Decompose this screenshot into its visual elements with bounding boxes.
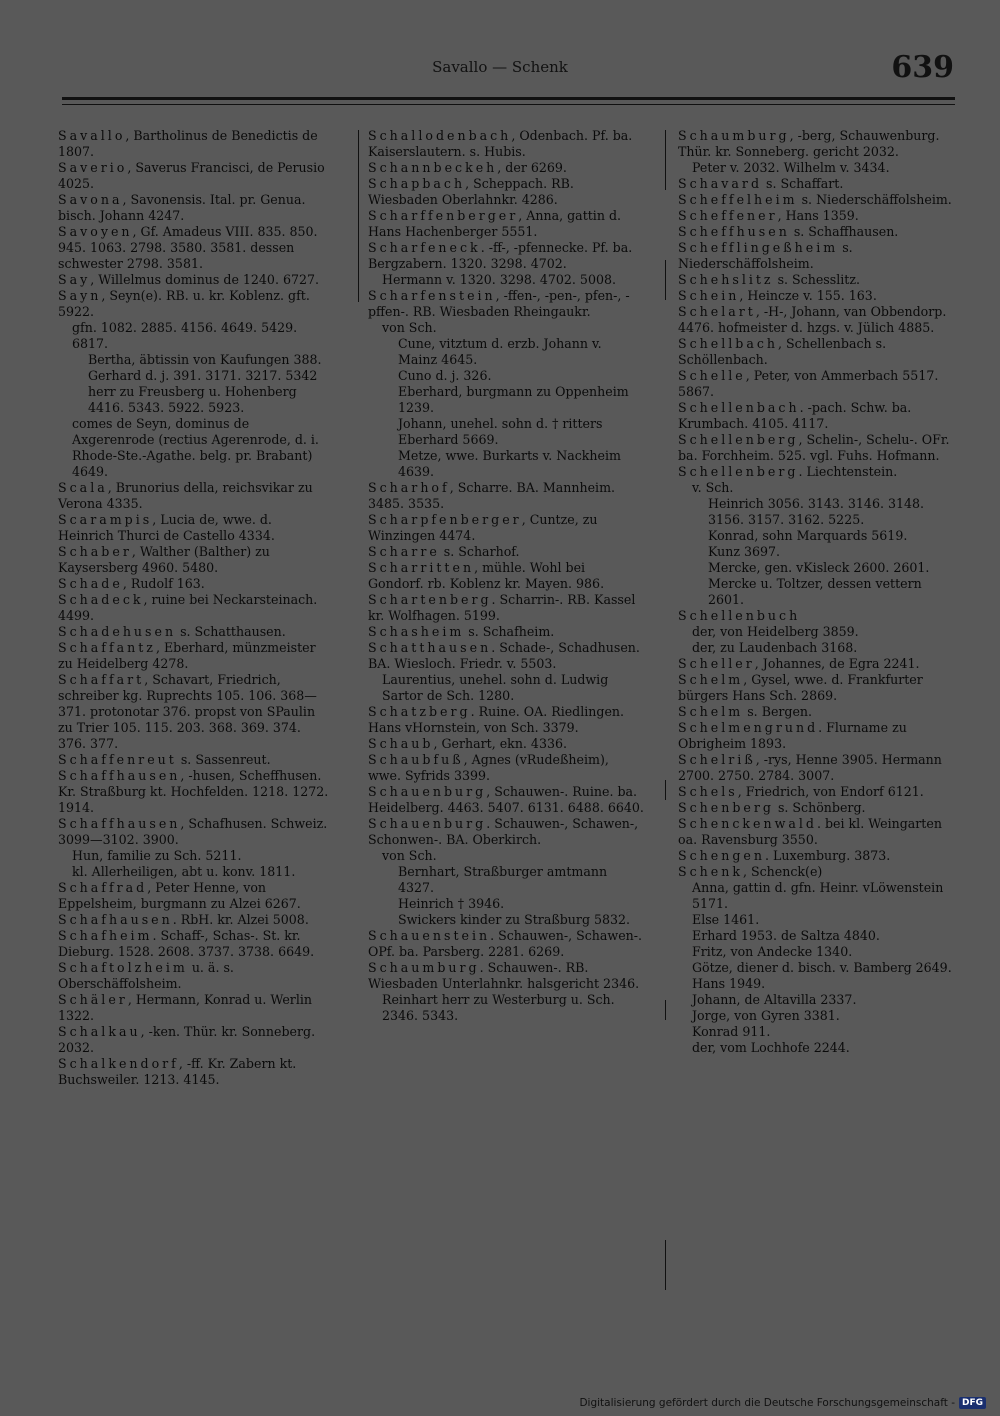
index-entry — [58, 912, 330, 928]
index-entry — [58, 768, 333, 816]
entry-text: Jorge, von Gyren 3381. — [692, 1008, 840, 1023]
index-entry — [678, 608, 954, 624]
entry-text: Metze, wwe. Burkarts v. Nackheim 4639. — [398, 448, 625, 479]
entry-text: . Liechtenstein. — [798, 464, 898, 479]
entry-text: , Walther (Balther) zu Kaysersberg 4960. 5480. — [58, 544, 274, 575]
entry-text: Laurentius, unehel. sohn d. Ludwig Sartor de Sch. 1280. — [382, 672, 613, 703]
entry-headword: Scheffhusen — [678, 224, 790, 239]
entry-text: , Brunorius della, reichsvikar zu Verona 4335. — [58, 480, 317, 511]
index-entry — [678, 672, 954, 704]
entry-text: kl. Allerheiligen, abt u. konv. 1811. — [72, 864, 296, 879]
index-entry — [58, 288, 330, 320]
index-entry — [368, 560, 644, 592]
dfg-logo: DFG — [959, 1397, 986, 1409]
entry-text: , Schellenbach s. Schöllenbach. — [678, 336, 891, 367]
index-entry — [368, 736, 644, 752]
entry-text: Gerhard d. j. 391. 3171. 3217. 5342 herr zu Freusberg u. Hohenberg 4416. 5343. 5922. 5923. — [88, 368, 322, 415]
entry-text: Cune, vitztum d. erzb. Johann v. Mainz 4645. — [398, 336, 606, 367]
entry-headword: Schelart — [678, 304, 756, 319]
index-entry — [58, 672, 330, 752]
entry-headword: Schelriß — [678, 752, 756, 767]
entry-text: , Schauwen-. Ruine. ba. Heidelberg. 4463. 5407. 6131. 6488. 6640. — [368, 784, 644, 815]
entry-text: Heinrich † 3946. — [398, 896, 505, 911]
entry-headword: Schaffart — [58, 672, 145, 687]
index-entry — [58, 576, 330, 592]
index-entry — [678, 576, 954, 608]
entry-text: s. Schesslitz. — [773, 272, 860, 287]
entry-text: , Peter Henne, von Eppelsheim, burgmann zu Alzei 6267. — [58, 880, 301, 911]
index-entry — [678, 480, 954, 496]
index-entry — [368, 752, 644, 784]
entry-text: , Schenck(e) — [743, 864, 823, 879]
index-entry — [678, 864, 954, 880]
index-entry — [678, 528, 954, 544]
entry-text: s. Niederschäffolsheim. — [797, 192, 952, 207]
entry-headword: Scharfenstein — [368, 288, 496, 303]
entry-text: . Scharrin-. RB. Kassel kr. Wolfhagen. 5199. — [368, 592, 640, 623]
index-entry — [678, 816, 954, 848]
index-entry — [58, 1024, 330, 1056]
entry-text: , -rys, Henne 3905. Hermann 2700. 2750. 2784. 3007. — [678, 752, 946, 783]
entry-headword: Schauenstein — [368, 928, 491, 943]
index-entry — [678, 224, 954, 240]
running-header: Savallo — Schenk — [432, 58, 568, 76]
entry-headword: Schellenberg — [678, 464, 799, 479]
column-divider — [358, 130, 359, 302]
entry-text: , Odenbach. Pf. ba. Kaiserslautern. s. Hubis. — [368, 128, 637, 159]
entry-headword: Schellenbach — [678, 400, 800, 415]
entry-headword: Schallodenbach — [368, 128, 512, 143]
index-entry — [368, 448, 644, 480]
entry-text: , Heincze v. 155. 163. — [739, 288, 877, 303]
index-entry — [368, 912, 644, 928]
entry-text: comes de Seyn, dominus de Axgerenrode (rectius Agerenrode, d. i. Rhode-Ste.-Agathe. belg. pr. Brabant) 4649. — [72, 416, 323, 479]
index-entry — [368, 336, 644, 368]
entry-text: Johann, de Altavilla 2337. — [692, 992, 857, 1007]
index-entry — [368, 960, 644, 992]
entry-text: . Schauwen-, Schawen-. OPf. ba. Parsberg. 2281. 6269. — [368, 928, 647, 959]
entry-headword: Sayn — [58, 288, 102, 303]
entry-text: Swickers kinder zu Straßburg 5832. — [398, 912, 631, 927]
entry-text: Anna, gattin d. gfn. Heinr. vLöwenstein 5171. — [692, 880, 948, 911]
index-entry — [368, 784, 644, 816]
entry-text: , Schelin-, Schelu-. OFr. ba. Forchheim. 525. vgl. Fuhs. Hofmann. — [678, 432, 954, 463]
index-entry — [678, 176, 954, 192]
entry-headword: Scharre — [368, 544, 440, 559]
entry-headword: Schapbach — [368, 176, 466, 191]
entry-text: , Eberhard, münzmeister zu Heidelberg 4278. — [58, 640, 320, 671]
entry-headword: Schaubfuß — [368, 752, 464, 767]
column-divider — [665, 130, 666, 190]
entry-text: , -ken. Thür. kr. Sonneberg. 2032. — [58, 1024, 320, 1055]
entry-text: Kunz 3697. — [708, 544, 781, 559]
entry-text: , Bartholinus de Benedictis de 1807. — [58, 128, 322, 159]
column-divider — [665, 260, 666, 300]
entry-headword: Schels — [678, 784, 738, 799]
entry-headword: Schaber — [58, 544, 132, 559]
entry-text: Eberhard, burgmann zu Oppenheim 1239. — [398, 384, 633, 415]
index-entry — [368, 384, 644, 416]
entry-text: s. Niederschäffolsheim. — [678, 240, 857, 271]
entry-text: s. Schaffart. — [762, 176, 844, 191]
index-entry — [368, 160, 644, 176]
entry-text: der, vom Lochhofe 2244. — [692, 1040, 850, 1055]
entry-text: , der 6269. — [497, 160, 567, 175]
entry-headword: Scharhof — [368, 480, 450, 495]
entry-text: , Seyn(e). RB. u. kr. Koblenz. gft. 5922. — [58, 288, 314, 319]
entry-text: . Schauwen-. RB. Wiesbaden Unterlahnkr. halsgericht 2346. — [368, 960, 640, 991]
index-entry — [58, 544, 330, 576]
entry-headword: Scharffenberger — [368, 208, 519, 223]
entry-headword: Schaftolzheim — [58, 960, 188, 975]
entry-text: v. Sch. — [692, 480, 734, 495]
entry-headword: Schäler — [58, 992, 128, 1007]
index-entry — [58, 864, 330, 880]
index-entry — [368, 272, 644, 288]
entry-text: Bertha, äbtissin von Kaufungen 388. — [88, 352, 322, 367]
entry-text: , -H-, Johann, van Obbendorp. 4476. hofmeister d. hzgs. v. Jülich 4885. — [678, 304, 951, 335]
entry-headword: Savona — [58, 192, 123, 207]
index-entry — [58, 592, 330, 624]
entry-headword: Schauenburg — [368, 816, 487, 831]
index-entry — [58, 272, 330, 288]
column-divider — [665, 1240, 666, 1290]
entry-text: , mühle. Wohl bei Gondorf. rb. Koblenz kr. Mayen. 986. — [368, 560, 605, 591]
entry-text: . Luxemburg. 3873. — [764, 848, 891, 863]
index-entry — [58, 752, 330, 768]
entry-headword: Schartenberg — [368, 592, 492, 607]
index-entry — [678, 368, 954, 400]
entry-text: , Gerhart, ekn. 4336. — [433, 736, 567, 751]
entry-headword: Savallo — [58, 128, 126, 143]
index-entry — [678, 304, 954, 336]
entry-headword: Schaumburg — [678, 128, 790, 143]
entry-headword: Schannbeckeh — [368, 160, 498, 175]
index-entry — [678, 560, 954, 576]
entry-headword: Savoyen — [58, 224, 133, 239]
entry-headword: Schaub — [368, 736, 434, 751]
index-entry — [678, 848, 954, 864]
index-entry — [58, 928, 330, 960]
index-entry — [58, 640, 330, 672]
entry-headword: Scharritten — [368, 560, 475, 575]
entry-headword: Schadehusen — [58, 624, 177, 639]
entry-text: der, von Heidelberg 3859. — [692, 624, 859, 639]
index-entry — [678, 704, 954, 720]
entry-headword: Schaffrad — [58, 880, 148, 895]
entry-headword: Schade — [58, 576, 123, 591]
entry-headword: Scharpfenberger — [368, 512, 522, 527]
index-entry — [368, 368, 644, 384]
entry-headword: Schauenburg — [368, 784, 487, 799]
entry-text: , Schafhusen. Schweiz. 3099—3102. 3900. — [58, 816, 332, 847]
index-entry — [678, 784, 954, 800]
index-entry — [678, 272, 954, 288]
index-entry — [678, 800, 954, 816]
entry-text: . Schauwen-, Schawen-, Schonwen-. BA. Oberkirch. — [368, 816, 643, 847]
entry-text: , Hans 1359. — [777, 208, 859, 223]
index-entry — [368, 848, 644, 864]
entry-headword: Schein — [678, 288, 740, 303]
entry-text: Erhard 1953. de Saltza 4840. — [692, 928, 880, 943]
entry-headword: Schelm — [678, 704, 744, 719]
index-entry — [58, 992, 330, 1024]
entry-headword: Schavard — [678, 176, 763, 191]
entry-text: , Cuntze, zu Winzingen 4474. — [368, 512, 602, 543]
index-entry — [368, 512, 644, 544]
index-entry — [58, 368, 330, 416]
entry-text: , -berg, Schauwenburg. Thür. kr. Sonneberg. gericht 2032. — [678, 128, 944, 159]
entry-text: . bei kl. Weingarten oa. Ravensburg 3550. — [678, 816, 946, 847]
entry-headword: Schatzberg — [368, 704, 471, 719]
column-divider — [665, 780, 666, 800]
index-column-1 — [58, 128, 333, 1088]
index-entry — [58, 816, 330, 848]
entry-headword: Schafheim — [58, 928, 153, 943]
index-entry — [678, 752, 954, 784]
index-entry — [678, 624, 954, 640]
entry-text: Peter v. 2032. Wilhelm v. 3434. — [692, 160, 890, 175]
index-entry — [678, 1024, 954, 1040]
entry-headword: Schasheim — [368, 624, 465, 639]
entry-headword: Schelmengrund — [678, 720, 819, 735]
entry-text: Reinhart herr zu Westerburg u. Sch. 2346. 5343. — [382, 992, 619, 1023]
entry-text: , Rudolf 163. — [122, 576, 205, 591]
entry-text: Mercke u. Toltzer, dessen vettern 2601. — [708, 576, 926, 607]
entry-text: Fritz, von Andecke 1340. — [692, 944, 853, 959]
index-entry — [368, 992, 644, 1024]
index-entry — [368, 240, 644, 272]
index-entry — [58, 480, 330, 512]
entry-headword: Schaffhausen — [58, 816, 181, 831]
index-entry — [58, 320, 330, 352]
entry-text: , Savonensis. Ital. pr. Genua. bisch. Johann 4247. — [58, 192, 310, 223]
entry-headword: Saverio — [58, 160, 128, 175]
index-entry — [678, 992, 954, 1008]
index-entry — [368, 928, 647, 960]
index-entry — [678, 192, 954, 208]
entry-text: Hermann v. 1320. 3298. 4702. 5008. — [382, 272, 616, 287]
index-entry — [678, 160, 954, 176]
entry-text: Else 1461. — [692, 912, 760, 927]
entry-text: s. Schönberg. — [773, 800, 866, 815]
entry-headword: Scharfeneck — [368, 240, 481, 255]
entry-headword: Scheffelheim — [678, 192, 798, 207]
page-number: 639 — [891, 50, 954, 85]
entry-text: , Hermann, Konrad u. Werlin 1322. — [58, 992, 316, 1023]
index-entry — [678, 336, 954, 368]
index-entry — [678, 960, 954, 976]
index-entry — [58, 848, 330, 864]
entry-text: , -husen, Scheffhusen. Kr. Straßburg kt. Hochfelden. 1218. 1272. 1914. — [58, 768, 333, 815]
entry-text: Johann, unehel. sohn d. † ritters Eberhard 5669. — [398, 416, 607, 447]
index-entry — [678, 928, 954, 944]
entry-text: , Johannes, de Egra 2241. — [754, 656, 920, 671]
entry-headword: Schaffantz — [58, 640, 156, 655]
header-rule-thin — [62, 104, 955, 105]
footer-text: Digitalisierung gefördert durch die Deutsche Forschungsgemeinschaft - — [579, 1397, 955, 1409]
entry-headword: Say — [58, 272, 91, 287]
entry-headword: Schenckenwald — [678, 816, 817, 831]
entry-text: s. Schatthausen. — [176, 624, 286, 639]
index-entry — [368, 320, 644, 336]
entry-text: Cuno d. j. 326. — [398, 368, 492, 383]
footer-credit — [579, 1397, 986, 1409]
entry-headword: Schelle — [678, 368, 746, 383]
index-entry — [678, 944, 954, 960]
entry-text: , Gf. Amadeus VIII. 835. 850. 945. 1063. 2798. 3580. 3581. dessen schwester 2798. 3581. — [58, 224, 322, 271]
index-entry — [368, 128, 644, 160]
entry-text: . Ruine. OA. Riedlingen. Hans vHornstein, von Sch. 3379. — [368, 704, 629, 735]
entry-text: , Agnes (vRudeßheim), wwe. Syfrids 3399. — [368, 752, 613, 783]
header-rule — [62, 97, 955, 100]
index-entry — [368, 896, 644, 912]
index-entry — [368, 480, 644, 512]
entry-text: , Saverus Francisci, de Perusio 4025. — [58, 160, 329, 191]
index-entry — [368, 624, 644, 640]
entry-headword: Schelm — [678, 672, 744, 687]
entry-text: . Schade-, Schadhusen. BA. Wiesloch. Friedr. v. 5503. — [368, 640, 644, 671]
entry-headword: Schadeck — [58, 592, 144, 607]
entry-text: s. Schafheim. — [464, 624, 555, 639]
index-entry — [58, 880, 330, 912]
entry-text: , Willelmus dominus de 1240. 6727. — [90, 272, 320, 287]
entry-headword: Scala — [58, 480, 108, 495]
column-divider — [665, 1000, 666, 1020]
entry-text: s. Bergen. — [743, 704, 813, 719]
entry-headword: Schafhausen — [58, 912, 173, 927]
index-entry — [678, 880, 954, 912]
entry-text: Konrad, sohn Marquards 5619. — [708, 528, 908, 543]
index-entry — [678, 464, 954, 480]
index-entry — [368, 640, 644, 672]
index-entry — [368, 544, 644, 560]
index-entry — [678, 1040, 954, 1056]
index-entry — [368, 208, 644, 240]
entry-headword: Schellenbuch — [678, 608, 801, 623]
entry-text: . -ff-, -pfennecke. Pf. ba. Bergzabern. 1320. 3298. 4702. — [368, 240, 637, 271]
index-entry — [678, 1008, 954, 1024]
index-entry — [58, 960, 330, 992]
index-entry — [678, 640, 954, 656]
entry-headword: Schehslitz — [678, 272, 774, 287]
index-entry — [58, 352, 330, 368]
index-entry — [58, 1056, 330, 1088]
entry-headword: Schalkau — [58, 1024, 141, 1039]
index-column-2 — [368, 128, 647, 1024]
entry-text: von Sch. — [382, 320, 437, 335]
entry-text: . Flurname zu Obrigheim 1893. — [678, 720, 911, 751]
entry-text: Hun, familie zu Sch. 5211. — [72, 848, 242, 863]
entry-text: , Anna, gattin d. Hans Hachenberger 5551. — [368, 208, 626, 239]
entry-headword: Scheller — [678, 656, 755, 671]
entry-text: s. Schaffhausen. — [789, 224, 899, 239]
index-entry — [678, 912, 954, 928]
index-entry — [368, 704, 644, 736]
index-column-3 — [678, 128, 954, 1056]
entry-text: , Gysel, wwe. d. Frankfurter bürgers Hans Sch. 2869. — [678, 672, 927, 703]
index-entry — [58, 416, 330, 480]
entry-text: , -ff. Kr. Zabern kt. Buchsweiler. 1213. 4145. — [58, 1056, 301, 1087]
index-entry — [58, 192, 330, 224]
entry-headword: Schatthausen — [368, 640, 492, 655]
index-entry — [368, 592, 644, 624]
entry-text: , Peter, von Ammerbach 5517. 5867. — [678, 368, 943, 399]
index-entry — [368, 416, 644, 448]
index-entry — [678, 496, 954, 528]
index-entry — [368, 176, 644, 208]
entry-headword: Schefflingeßheim — [678, 240, 839, 255]
index-entry — [678, 432, 954, 464]
index-entry — [58, 224, 330, 272]
entry-text: s. Sassenreut. — [176, 752, 271, 767]
index-entry — [678, 400, 954, 432]
index-entry — [678, 240, 954, 272]
entry-headword: Schalkendorf — [58, 1056, 179, 1071]
entry-headword: Schaffhausen — [58, 768, 181, 783]
entry-text: von Sch. — [382, 848, 437, 863]
entry-headword: Schaumburg — [368, 960, 480, 975]
entry-text: . Schaff-, Schas-. St. kr. Dieburg. 1528. 2608. 3737. 3738. 6649. — [58, 928, 315, 959]
index-entry — [58, 624, 330, 640]
entry-text: der, zu Laudenbach 3168. — [692, 640, 858, 655]
entry-headword: Schengen — [678, 848, 765, 863]
entry-headword: Schellbach — [678, 336, 779, 351]
entry-headword: Schenberg — [678, 800, 774, 815]
index-entry — [678, 976, 954, 992]
entry-text: Bernhart, Straßburger amtmann 4327. — [398, 864, 612, 895]
index-entry — [678, 656, 954, 672]
entry-text: , Scheppach. RB. Wiesbaden Oberlahnkr. 4286. — [368, 176, 578, 207]
index-entry — [678, 128, 954, 160]
entry-headword: Scheffener — [678, 208, 778, 223]
index-entry — [678, 208, 954, 224]
entry-text: Mercke, gen. vKisleck 2600. 2601. — [708, 560, 930, 575]
entry-text: , Schavart, Friedrich, schreiber kg. Ruprechts 105. 106. 368—371. protonotar 376. propst von SPaulin zu Trier 105. 115. 203. 368. 369. 374. 376. 377. — [58, 672, 320, 751]
entry-headword: Schaffenreut — [58, 752, 177, 767]
entry-headword: Scarampis — [58, 512, 153, 527]
index-entry — [678, 720, 954, 752]
entry-text: Götze, diener d. bisch. v. Bamberg 2649. — [692, 960, 952, 975]
entry-headword: Schenk — [678, 864, 743, 879]
entry-text: u. ä. s. Oberschäffolsheim. — [58, 960, 238, 991]
index-entry — [58, 160, 330, 192]
entry-text: s. Scharhof. — [439, 544, 520, 559]
index-entry — [58, 128, 330, 160]
entry-text: , Scharre. BA. Mannheim. 3485. 3535. — [368, 480, 620, 511]
column-divider — [358, 284, 359, 300]
index-entry — [368, 864, 644, 896]
entry-text: Heinrich 3056. 3143. 3146. 3148. 3156. 3157. 3162. 5225. — [708, 496, 929, 527]
index-entry — [58, 512, 330, 544]
index-entry — [678, 544, 954, 560]
index-entry — [368, 672, 644, 704]
entry-text: , ruine bei Neckarsteinach. 4499. — [58, 592, 322, 623]
entry-text: gfn. 1082. 2885. 4156. 4649. 5429. 6817. — [72, 320, 302, 351]
entry-text: . -pach. Schw. ba. Krumbach. 4105. 4117. — [678, 400, 916, 431]
index-entry — [368, 288, 644, 320]
entry-text: , Lucia de, wwe. d. Heinrich Thurci de Castello 4334. — [58, 512, 276, 543]
entry-headword: Schellenberg — [678, 432, 799, 447]
entry-text: , -ffen-, -pen-, pfen-, -pffen-. RB. Wiesbaden Rheingaukr. — [368, 288, 630, 319]
entry-text: , Friedrich, von Endorf 6121. — [737, 784, 924, 799]
entry-text: Konrad 911. — [692, 1024, 771, 1039]
index-entry — [678, 288, 954, 304]
index-entry — [368, 816, 644, 848]
entry-text: . RbH. kr. Alzei 5008. — [172, 912, 309, 927]
entry-text: Hans 1949. — [692, 976, 766, 991]
